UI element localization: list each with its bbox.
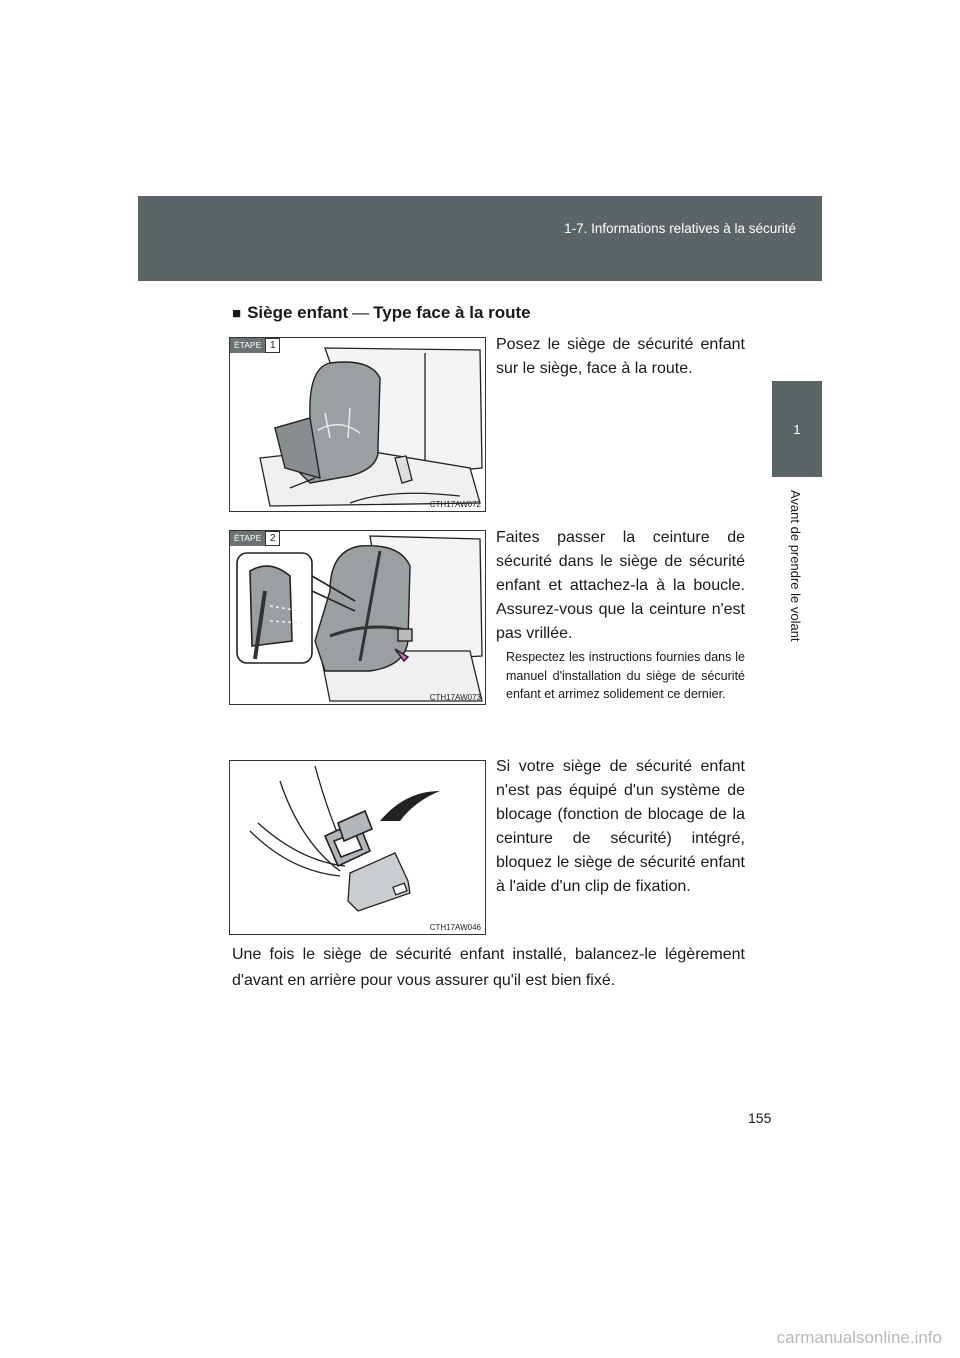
chapter-side-label	[788, 490, 808, 640]
step-badge	[230, 338, 280, 353]
step-badge	[230, 531, 280, 546]
figure-code: CTH17AW073	[429, 693, 481, 702]
heading-subtitle: Type face à la route	[373, 303, 531, 322]
chapter-title: Avant de prendre le volant	[788, 490, 803, 642]
belt-routing-illustration	[230, 531, 485, 704]
section-heading	[232, 303, 531, 323]
watermark: carmanualsonline.info	[776, 1328, 942, 1347]
locking-clip-illustration	[230, 761, 485, 934]
step-1-text: Posez le siège de sécurité enfant sur le siège, face à la route.	[496, 336, 745, 377]
final-paragraph: Une fois le siège de sécurité enfant installé, balancez-le légèrement d'avant en arrière pour vous assurer qu'il est bien fixé.	[232, 946, 745, 989]
figure-step-2	[229, 530, 486, 705]
heading-title: Siège enfant	[247, 303, 349, 322]
step-label: ÉTAPE	[230, 531, 265, 546]
figure-code: CTH17AW072	[429, 500, 481, 509]
section-title: 1-7. Informations relatives à la sécurité	[564, 221, 796, 236]
clip-text: Si votre siège de sécurité enfant n'est pas équipé d'un système de blocage (fonction de blocage de la ceinture de sécurité) intégré, bloquez le siège de sécurité enfant à l'aide d'un clip de fixation.	[496, 758, 745, 895]
step-label: ÉTAPE	[230, 338, 265, 353]
step-2-text: Faites passer la ceinture de sécurité dans le siège de sécurité enfant et attachez-la à la boucle. Assurez-vous que la ceinture n'est pas vrillée.	[496, 529, 745, 642]
figure-step-1	[229, 337, 486, 512]
page-number: 155	[748, 1110, 772, 1126]
step-2-note: Respectez les instructions fournies dans le manuel d'installation du siège de sécurité enfant et arrimez solidement ce dernier.	[506, 650, 745, 701]
header-band	[138, 196, 822, 281]
square-bullet-icon: ■	[232, 305, 242, 322]
chapter-number: 1	[793, 421, 801, 437]
step-number: 1	[265, 338, 280, 353]
figure-locking-clip	[229, 760, 486, 935]
chapter-tab	[772, 381, 822, 477]
heading-dash: —	[352, 303, 370, 322]
step-number: 2	[265, 531, 280, 546]
figure-code: CTH17AW046	[429, 923, 481, 932]
child-seat-forward-illustration	[230, 338, 485, 511]
